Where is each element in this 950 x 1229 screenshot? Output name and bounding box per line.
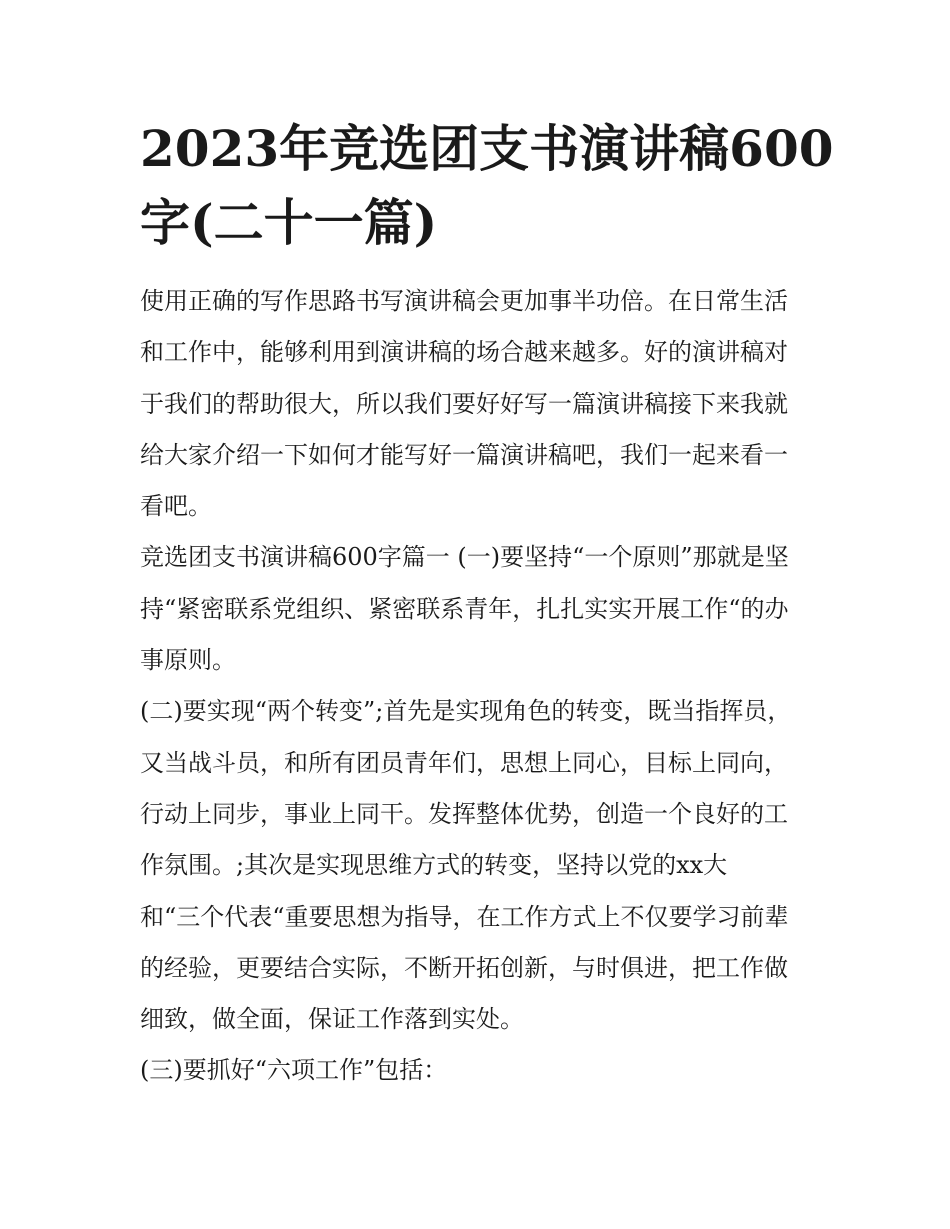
body-line: 行动上同步，事业上同干。发挥整体优势，创造一个良好的工 <box>140 799 788 828</box>
title-line-1: 2023年竞选团支书演讲稿600 <box>140 119 834 178</box>
title-line-2: 字(二十一篇) <box>140 193 438 252</box>
body-line: 事原则。 <box>140 646 236 675</box>
body-line: 和工作中，能够利用到演讲稿的场合越来越多。好的演讲稿对 <box>140 338 788 367</box>
document-title <box>140 112 834 260</box>
body-line: 作氛围。;其次是实现思维方式的转变，坚持以党的xx大 <box>140 851 728 880</box>
body-line: 给大家介绍一下如何才能写好一篇演讲稿吧，我们一起来看一 <box>140 440 788 469</box>
body-line: (二)要实现“两个转变”;首先是实现角色的转变，既当指挥员， <box>140 697 792 726</box>
document-body <box>140 276 820 1097</box>
body-line: 和“三个代表“重要思想为指导，在工作方式上不仅要学习前辈 <box>140 902 789 931</box>
body-line: 使用正确的写作思路书写演讲稿会更加事半功倍。在日常生活 <box>140 287 788 315</box>
body-line: 的经验，更要结合实际，不断开拓创新，与时俱进，把工作做 <box>140 953 788 982</box>
body-line: 细致，做全面，保证工作落到实处。 <box>140 1005 524 1034</box>
body-line: 于我们的帮助很大，所以我们要好好写一篇演讲稿接下来我就 <box>140 389 788 418</box>
body-line: (三)要抓好“六项工作”包括： <box>140 1056 448 1085</box>
body-line: 又当战斗员，和所有团员青年们，思想上同心，目标上同向， <box>140 748 788 777</box>
body-line: 持“紧密联系党组织、紧密联系青年，扎扎实实开展工作“的办 <box>140 594 789 623</box>
body-line: 看吧。 <box>140 492 212 521</box>
body-line: 竞选团支书演讲稿600字篇一 (一)要坚持“一个原则”那就是坚 <box>140 543 789 572</box>
